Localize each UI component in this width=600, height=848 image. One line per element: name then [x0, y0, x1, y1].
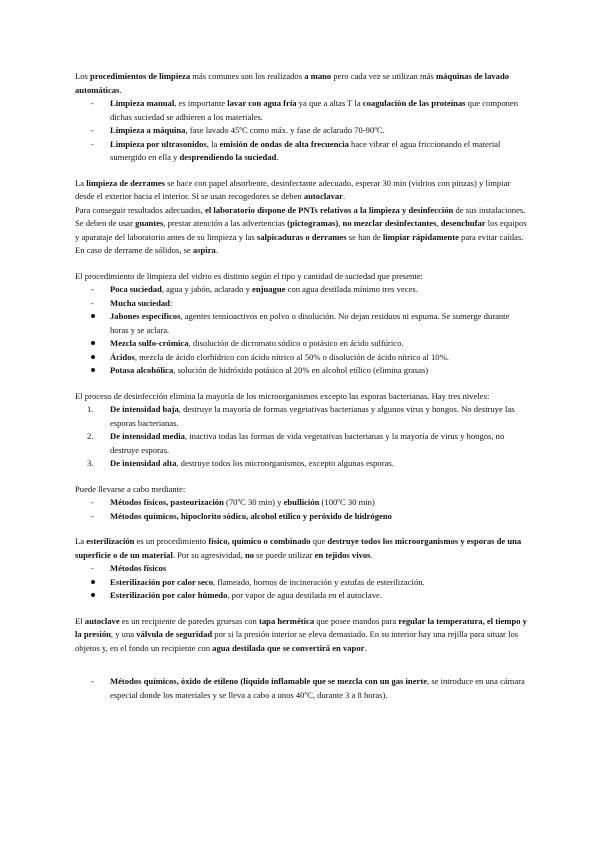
paragraph-sterilization: La esterilización es un procedimiento físico, químico o combinado que destruye todos los microorganismos y esporas de una superficie o de un material. Por su agresividad, no se puede utilizar en tejidos vivos.: [75, 536, 522, 560]
list-item: Esterilización por calor húmedo, por vapor de agua destilada en el autoclave.: [75, 589, 527, 603]
list-item: 3. De intensidad alta, destruye todos los microorganismos, excepto algunas esporas.: [75, 457, 527, 471]
paragraph-spill-cleaning: La limpieza de derrames se hace con papel absorbente, desinfectante adecuado, esperar 30 min (vidrios con pinzas) y limpiar desde el exterior hacia el interior. Si se usan recogedores se deben autoclavar.: [75, 177, 511, 201]
list-item: Mezcla sulfo-crómica, disolución de dicromato sódico o potásico en ácido sulfúrico.: [75, 337, 527, 351]
list-item: - Poca suciedad, agua y jabón, aclarado y enjuague con agua destilada mínimo tres veces.: [75, 283, 527, 297]
list-item: - Limpieza por ultrasonidos, la emisión de ondas de alta frecuencia hace vibrar el agua friccionando el material sumergido en ella y desprendiendo la suciedad.: [91, 138, 501, 162]
bullet-dot-icon: [91, 364, 105, 378]
bullet-dot-icon: [91, 589, 105, 603]
list-item: Esterilización por calor seco, flameado, hornos de incineración y estufas de esterilización.: [75, 576, 527, 590]
paragraph-disinfection: El proceso de desinfección elimina la mayoría de los microorganismos excepto las esporas bacterianas. Hay tres niveles:: [75, 390, 490, 401]
sterilization-methods-list: [75, 562, 527, 603]
list-item: - Mucha suciedad:: [75, 297, 527, 311]
glass-cleaning-list: [75, 283, 527, 378]
paragraph-lab-pnt: Para conseguir resultados adecuados, el laboratorio dispone de PNTs relativos a la limpieza y desinfección de sus instalaciones. Se deben de usar guantes, prestar atención a las advertencias (pictogramas), no mezclar desinfectantes, desenchufar los equipos y aparataje del laboratorio antes de su limpieza y las salpicaduras o derrames se han de limpiar rápidamente para evitar caídas. En caso de derrame de sólidos, se aspira.: [75, 204, 527, 255]
disinfection-levels-list: [75, 403, 527, 471]
document-body: [75, 70, 527, 702]
paragraph-autoclave: El autoclave es un recipiente de paredes gruesas con tapa hermética que posee mandos para regular la temperatura, el tiempo y la presión, y una válvula de seguridad por si la presión interior se eleva demasiado. En su interior hay una rejilla para situar los objetos y, en el fondo un recipiente con agua destilada que se convertirá en vapor.: [75, 615, 527, 653]
bullet-dot-icon: [91, 337, 105, 351]
bullet-dot-icon: [91, 576, 105, 590]
dash-marker: -: [91, 510, 94, 521]
list-item: - Métodos físicos, pasteurización (70ºC 30 min) y ebullición (100ºC 30 min): [75, 496, 527, 510]
paragraph-cleaning-procedures: Los procedimientos de limpieza más comunes son los realizados a mano pero cada vez se utilizan más máquinas de lavado automáticas.: [75, 71, 510, 95]
list-item: Potasa alcohólica, solución de hidróxido potásico al 20% en alcohol etílico (elimina grasas): [75, 364, 527, 378]
dash-marker: -: [91, 284, 94, 294]
chemical-methods-list: [75, 675, 527, 702]
cleaning-methods-list: [75, 97, 527, 165]
paragraph-glass-cleaning: El procedimiento de limpieza del vidrio es distinto según el tipo y cantidad de suciedad que presente:: [75, 270, 423, 281]
dash-marker: -: [91, 497, 94, 507]
list-item: - Métodos químicos, óxido de etileno (líquido inflamable que se mezcla con un gas inerte, se introduce en una cámara especial donde los materiales y se lleva a cabo a unos 40ºC, durante 3 a 8 horas).: [91, 676, 525, 700]
disinfection-methods-list: [75, 496, 527, 523]
list-item: - Limpieza a máquina, fase lavado 45ºC como máx. y fase de aclarado 70-90ºC.: [75, 124, 527, 138]
bullet-dot-icon: [91, 310, 105, 324]
list-item: Jabones específicos, agentes tensioactivos en polvo o disolución. No dejan residuos ni espuma. Se sumerge durante horas y se aclara.: [75, 310, 527, 337]
dash-marker: -: [91, 297, 94, 308]
list-item: 1. De intensidad baja, destruye la mayoría de formas vegetativas bacterianas y algunos virus y hongos. No destruye las esporas bacterianas.: [87, 404, 515, 428]
list-item: 2. De intensidad media, inactiva todas las formas de vida vegetativas bacterianas y la mayoría de virus y hongos, no destruye esporas.: [87, 431, 505, 455]
list-item: Ácidos, mezcla de ácido clorhídrico con ácido nítrico al 50% o disolución de ácido nítrico al 10%.: [75, 351, 527, 365]
dash-marker: -: [91, 676, 94, 686]
number-marker: 3.: [87, 458, 94, 468]
paragraph-methods: Puede llevarse a cabo mediante:: [75, 483, 186, 494]
number-marker: 2.: [87, 431, 94, 441]
list-item: - Limpieza manual, es importante lavar con agua fría ya que a altas T la coagulación de las proteínas que componen dichas suciedad se adhieren a los materiales.: [91, 98, 519, 122]
dash-marker: -: [91, 563, 94, 573]
dash-marker: -: [91, 98, 94, 108]
list-item: - Métodos físicos: [75, 562, 527, 576]
dash-marker: -: [91, 138, 94, 149]
bullet-dot-icon: [91, 351, 105, 365]
number-marker: 1.: [87, 404, 94, 414]
dash-marker: -: [91, 125, 94, 135]
list-item: - Métodos químicos, hipoclorito sódico, alcohol etílico y peróxido de hidrógeno: [75, 510, 527, 524]
